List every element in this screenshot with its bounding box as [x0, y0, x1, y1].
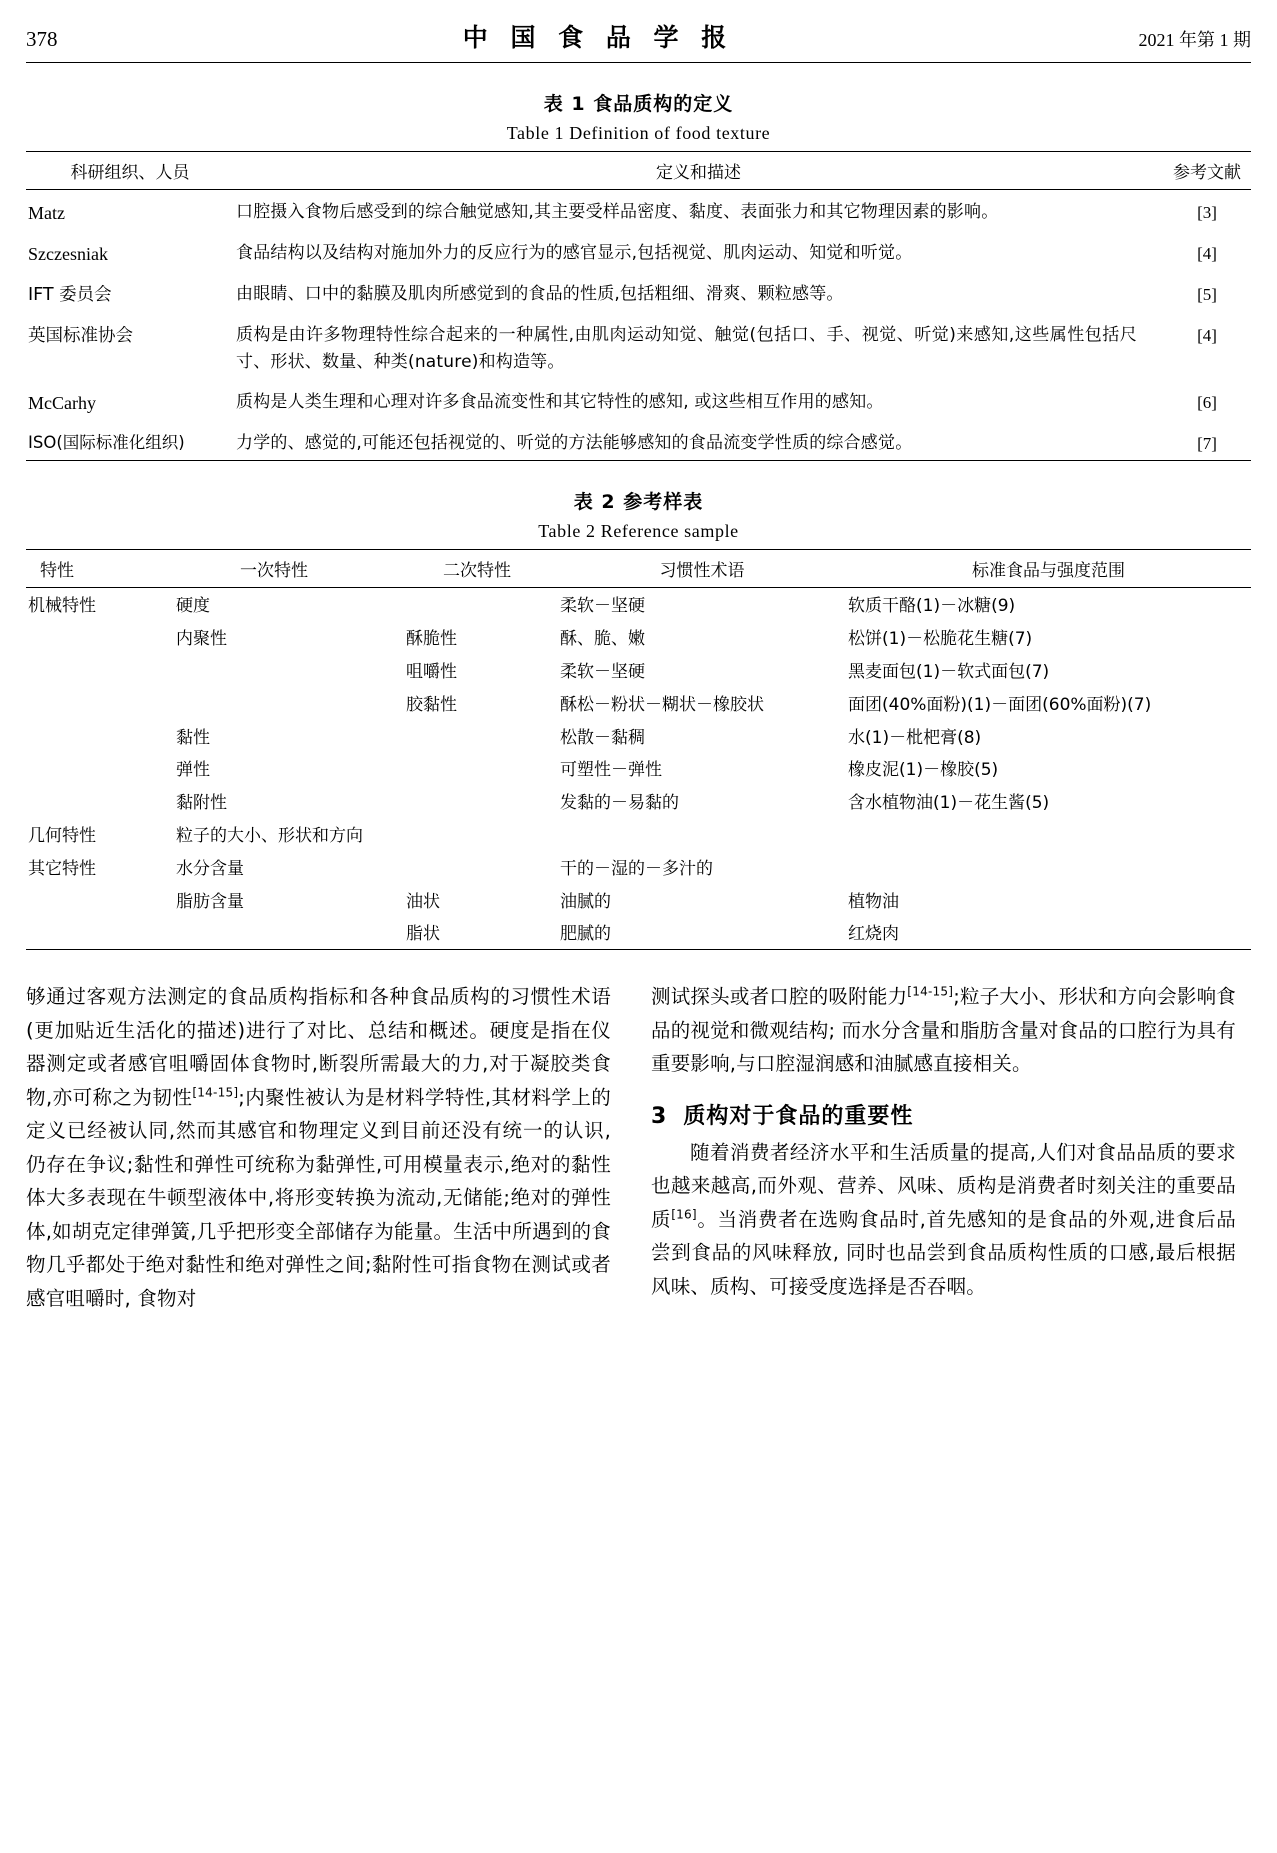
table-row [26, 884, 1251, 917]
table2-cell: 植物油 [848, 891, 899, 912]
table2-cell [26, 621, 152, 654]
table2-cell [26, 752, 152, 785]
table2-cell: 柔软－坚硬 [558, 588, 846, 621]
table-row [26, 190, 1251, 232]
table-row [26, 720, 1251, 753]
table2-cell: 松散－黏稠 [560, 727, 645, 748]
table2-cell: 发黏的－易黏的 [560, 793, 679, 814]
citation-14-15-b: [14-15] [907, 984, 954, 999]
table2-cell: 柔软－坚硬 [560, 662, 645, 682]
paragraph-left-part2: ;内聚性被认为是材料学特性,其材料学上的定义已经被认同,然而其感官和物理定义到目前还没有统一的认识, 仍存在争议;黏性和弹性可统称为黏弹性,可用模量表示,绝对的黏性体大多表现在牛顿型液体中,将形变转换为流动,无储能;绝对的弹性体,如胡克定律弹簧,几乎把形变全部储存为能量。生活中所遇到的食物几乎都处于绝对黏性和绝对弹性之间;黏附性可指食物在测试或者感官咀嚼时, 食物对 [26, 1085, 612, 1310]
table1-cell-definition: 力学的、感觉的,可能还包括视觉的、听觉的方法能够感知的食品流变学性质的综合感觉。 [234, 421, 1163, 461]
table2-cell: 脂肪含量 [176, 891, 244, 912]
paragraph-right-1-part2: ;粒子大小、形状和方向会影响食品的视觉和微观结构; 而水分含量和脂肪含量对食品的口腔行为具有重要影响,与口腔湿润感和油腻感直接相关。 [651, 985, 1236, 1076]
table2-cell: 酥松－粉状－糊状－橡胶状 [560, 694, 764, 715]
table2-cell: 内聚性 [176, 629, 227, 650]
left-column [26, 980, 611, 1315]
table2-cell [396, 588, 558, 621]
table1-header-ref: 参考文献 [1163, 152, 1251, 190]
table1-header-org: 科研组织、人员 [26, 152, 234, 190]
table1-cell-ref: [6] [1197, 392, 1217, 412]
table2-cell [26, 916, 152, 949]
table-row [26, 313, 1251, 380]
table1-cell-ref: [4] [1197, 244, 1217, 264]
table2-cell [846, 818, 1251, 851]
table2-cell [396, 851, 558, 884]
table-row [26, 421, 1251, 461]
table2-cell [558, 818, 846, 851]
paragraph-right-1 [651, 980, 1236, 1081]
table2-cell: 脂状 [396, 916, 558, 949]
table-row [26, 272, 1251, 312]
table2-cell [26, 654, 152, 687]
table2-cell: 红烧肉 [846, 916, 1251, 949]
table1 [26, 151, 1251, 461]
table1-cell-definition: 由眼睛、口中的黏膜及肌肉所感觉到的食品的性质,包括粗细、滑爽、颗粒感等。 [236, 284, 844, 305]
table-row [26, 851, 1251, 884]
table2-cell: 水(1)－枇杷膏(8) [848, 727, 982, 748]
table2-cell: 含水植物油(1)－花生酱(5) [848, 793, 1050, 814]
table2-cell [152, 687, 396, 720]
table2-cell [396, 752, 558, 785]
paragraph-right-2-part2: 。当消费者在选购食品时,首先感知的是食品的外观,进食后品尝到食品的风味释放, 同时也品尝到食品质构性质的口感,最后根据风味、质构、可接受度选择是否吞咽。 [651, 1207, 1237, 1298]
table1-cell-org: IFT 委员会 [28, 285, 112, 306]
table-row [26, 588, 1251, 621]
table2-header-primary: 一次特性 [152, 550, 396, 588]
table2-block [26, 487, 1251, 950]
table1-cell-definition: 口腔摄入食物后感受到的综合触觉感知,其主要受样品密度、黏度、表面张力和其它物理因素的影响。 [234, 190, 1163, 232]
table2-cell [152, 654, 396, 687]
header-rule [26, 62, 1251, 63]
table2-cell [152, 916, 396, 949]
table2-cell: 水分含量 [176, 858, 244, 879]
section-heading [651, 1099, 1236, 1130]
table2-cell: 软质干酪(1)－冰糖(9) [846, 588, 1251, 621]
table2-cell: 油腻的 [560, 891, 611, 912]
table-row [26, 916, 1251, 949]
table-row [26, 687, 1251, 720]
table2-cell: 咀嚼性 [406, 662, 457, 682]
table1-cell-definition: 食品结构以及结构对施加外力的反应行为的感官显示,包括视觉、肌肉运动、知觉和听觉。 [236, 243, 913, 264]
issue-label: 2021 年第 1 期 [1138, 30, 1251, 50]
table2-cell: 酥脆性 [406, 629, 457, 650]
section-title: 质构对于食品的重要性 [683, 1103, 914, 1129]
table2-header-property: 特性 [26, 550, 152, 588]
table2-header-standard: 标准食品与强度范围 [846, 550, 1251, 588]
table1-cell-org: Matz [26, 190, 234, 232]
table2-cell: 硬度 [152, 588, 396, 621]
table2-cell: 胶黏性 [406, 694, 457, 715]
table-row [26, 818, 1251, 851]
body-columns [26, 980, 1251, 1315]
paragraph-right-2 [651, 1136, 1236, 1304]
table1-cell-definition: 质构是由许多物理特性综合起来的一种属性,由肌肉运动知觉、触觉(包括口、手、视觉、听觉)来感知,这些属性包括尺寸、形状、数量、种类(nature)和构造等。 [236, 324, 1137, 373]
table2-cell: 黏性 [176, 727, 210, 748]
table1-cell-org: ISO(国际标准化组织) [26, 421, 234, 461]
table2-cell: 油状 [406, 891, 440, 912]
table-row [26, 654, 1251, 687]
table2-cell: 酥、脆、嫩 [560, 629, 645, 650]
running-head [26, 0, 1251, 60]
table2-cell: 干的－湿的－多汁的 [560, 858, 713, 879]
table-row [26, 752, 1251, 785]
table2-cell: 可塑性－弹性 [560, 760, 662, 781]
table2 [26, 549, 1251, 950]
journal-title: 中 国 食 品 学 报 [462, 23, 734, 52]
right-column [651, 980, 1236, 1315]
table-row [26, 785, 1251, 818]
table1-header-definition: 定义和描述 [234, 152, 1163, 190]
table2-cell: 橡皮泥(1)－橡胶(5) [848, 760, 999, 781]
table2-title-cn: 表 2 参考样表 [573, 491, 704, 514]
table2-cell: 粒子的大小、形状和方向 [176, 825, 363, 846]
table1-title-en: Table 1 Definition of food texture [506, 123, 771, 143]
table1-cell-org: McCarhy [28, 392, 96, 413]
table2-cell [396, 720, 558, 753]
table2-cell [26, 687, 152, 720]
table-row [26, 380, 1251, 421]
paragraph-right-2-part1: 随着消费者经济水平和生活质量的提高,人们对食品品质的要求也越来越高,而外观、营养、风味、质构是消费者时刻关注的重要品质 [651, 1140, 1236, 1231]
table2-cell: 肥腻的 [558, 916, 846, 949]
table1-cell-org: Szczesniak [28, 244, 108, 265]
table2-cell: 黏附性 [176, 793, 227, 814]
table-row [26, 621, 1251, 654]
table2-cell: 弹性 [176, 760, 210, 781]
page-number: 378 [26, 27, 58, 51]
table1-cell-ref: [3] [1163, 190, 1251, 232]
table2-header-term: 习惯性术语 [558, 550, 846, 588]
section-number: 3 [651, 1103, 668, 1129]
table1-cell-definition: 质构是人类生理和心理对许多食品流变性和其它特性的感知, 或这些相互作用的感知。 [236, 391, 884, 412]
table1-cell-ref: [4] [1197, 325, 1217, 345]
table1-cell-ref: [7] [1163, 421, 1251, 461]
table2-cell [26, 884, 152, 917]
table1-title-cn: 表 1 食品质构的定义 [543, 93, 734, 115]
paragraph-left-part1: 够通过客观方法测定的食品质构指标和各种食品质构的习惯性术语(更加贴近生活化的描述)进行了对比、总结和概述。硬度是指在仪器测定或者感官咀嚼固体食物时,断裂所需最大的力,对于凝胶类食物,亦可称之为韧性 [26, 985, 611, 1109]
table2-cell: 机械特性 [26, 588, 152, 621]
paragraph-left [26, 980, 611, 1315]
table2-cell: 松饼(1)－松脆花生糖(7) [848, 629, 1033, 650]
table2-header-secondary: 二次特性 [396, 550, 558, 588]
table-row [26, 231, 1251, 272]
table2-cell [26, 785, 152, 818]
paragraph-right-1-part1: 测试探头或者口腔的吸附能力 [651, 985, 908, 1009]
table2-cell: 面团(40%面粉)(1)－面团(60%面粉)(7) [848, 694, 1152, 715]
table1-block [26, 89, 1251, 461]
citation-16: [16] [671, 1207, 697, 1222]
table2-cell [396, 785, 558, 818]
table1-cell-org: 英国标准协会 [28, 325, 133, 346]
table1-cell-ref: [5] [1197, 285, 1217, 305]
citation-14-15: [14-15] [192, 1085, 239, 1100]
table2-cell: 几何特性 [28, 825, 96, 846]
table2-cell [846, 851, 1251, 884]
table2-cell: 其它特性 [28, 858, 96, 879]
table2-cell [26, 720, 152, 753]
table2-cell: 黑麦面包(1)－软式面包(7) [848, 662, 1050, 682]
table2-cell [396, 818, 558, 851]
table2-title-en: Table 2 Reference sample [538, 521, 739, 542]
